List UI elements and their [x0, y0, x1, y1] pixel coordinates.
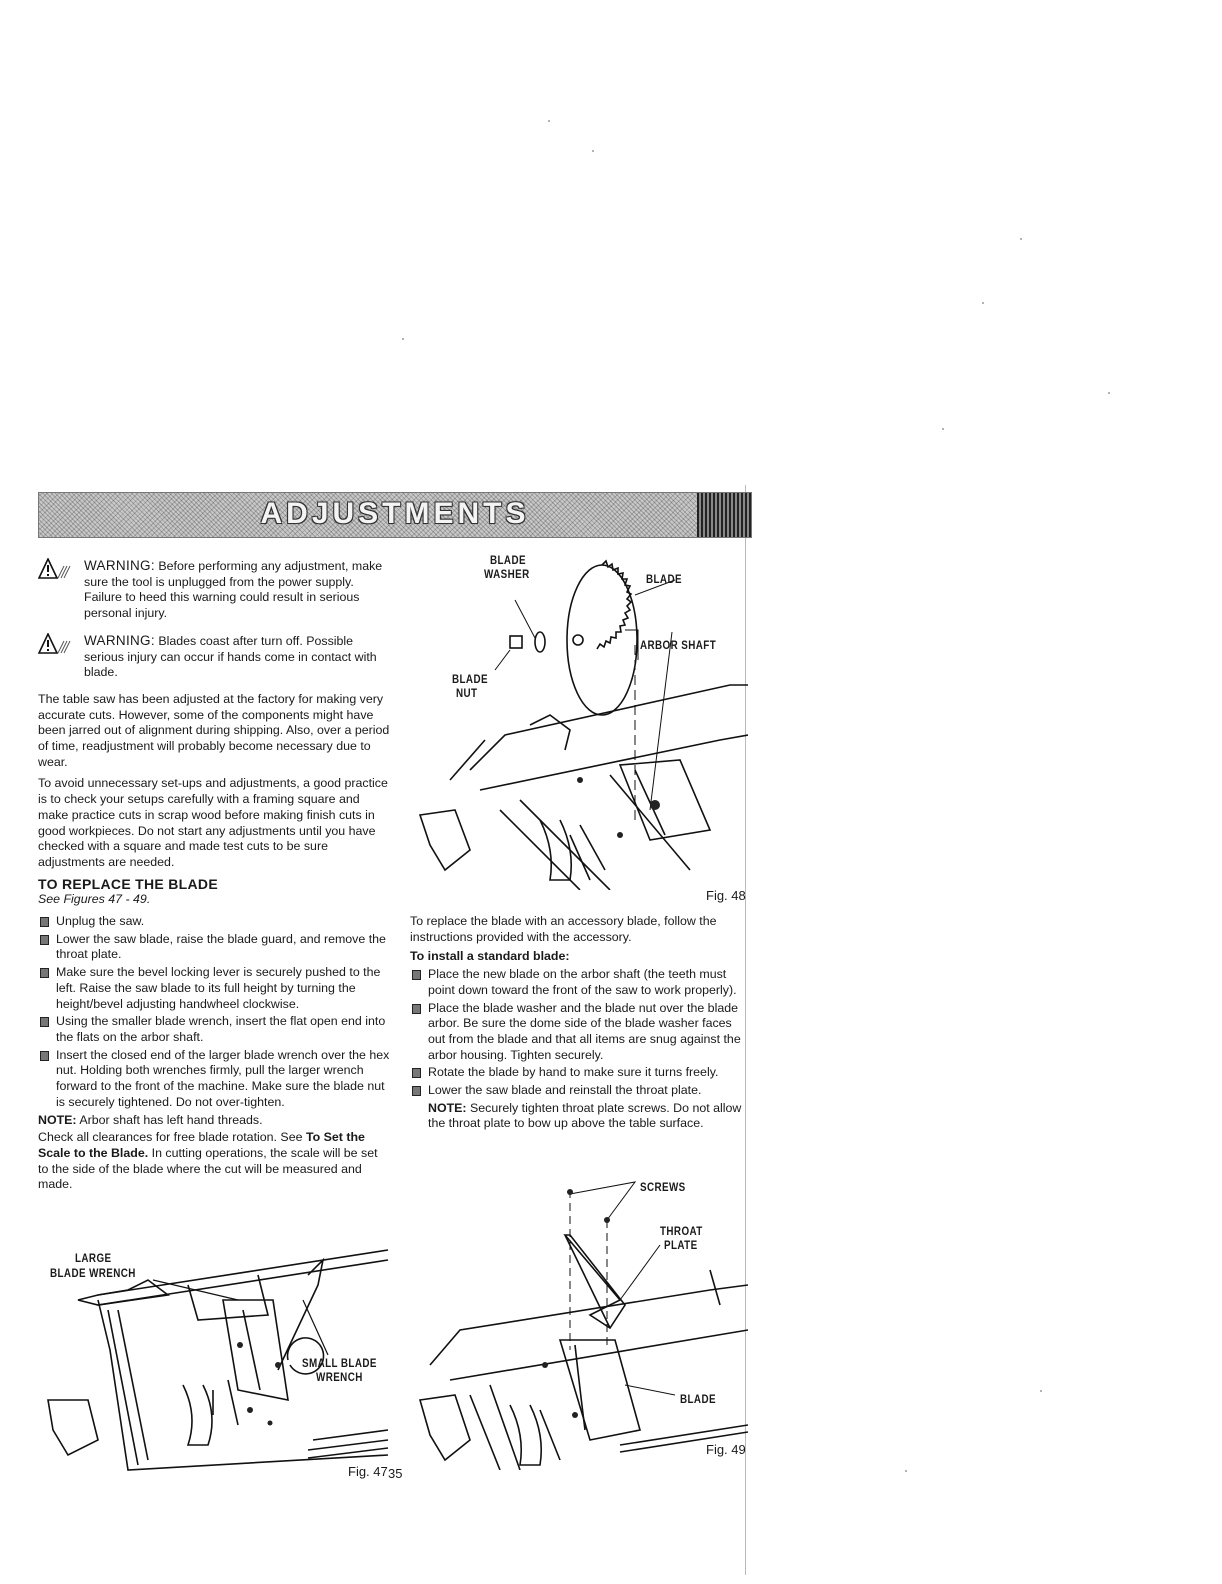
figure-label: Fig. 49 [706, 1442, 746, 1457]
list-item: Lower the saw blade and reinstall the throat plate. [410, 1083, 744, 1099]
note-label: NOTE: [428, 1100, 467, 1115]
check-text: Check all clearances for free blade rotation. See [38, 1130, 306, 1145]
scan-speck [1020, 238, 1022, 240]
accessory-paragraph: To replace the blade with an accessory blade, follow the instructions provided with the accessory. [410, 914, 717, 944]
scan-speck [1108, 392, 1110, 394]
callout-throat-plate: PLATE [664, 1238, 698, 1252]
callout-blade-washer: WASHER [484, 567, 530, 581]
figure-label: Fig. 47 [348, 1464, 388, 1479]
scan-speck [1040, 1390, 1042, 1392]
banner-title: ADJUSTMENTS [260, 497, 530, 530]
callout-small-wrench: SMALL BLADE [302, 1356, 377, 1370]
callout-blade: BLADE [680, 1392, 716, 1406]
list-item: Unplug the saw. [38, 914, 390, 930]
replace-steps-list [38, 914, 390, 1110]
callout-blade-nut: BLADE [452, 672, 488, 686]
warning-text: Blades coast after turn off. Possible serious injury can occur if hands come in contact with blade. [84, 633, 377, 680]
intro-paragraph: To avoid unnecessary set-ups and adjustments, a good practice is to check your setups carefully with a framing square and make practice cuts in scrap wood before making finish cuts in good workpieces. Do not start any adjustments until you have checked with a square and made test cuts to be sure adjustments are needed. [38, 776, 388, 869]
page-number: 35 [388, 1466, 403, 1481]
install-steps-list [410, 967, 744, 1099]
callout-screws: SCREWS [640, 1180, 686, 1194]
scan-speck [982, 302, 984, 304]
callout-small-wrench: WRENCH [316, 1370, 363, 1384]
warning-block [38, 558, 390, 622]
scan-speck [548, 120, 550, 122]
note-text: Securely tighten throat plate screws. Do not allow the throat plate to bow up above the table surface. [428, 1100, 742, 1131]
warning-triangle-icon [38, 558, 78, 580]
figure-reference: See Figures 47 - 49. [38, 892, 151, 907]
list-item: Make sure the bevel locking lever is securely pushed to the left. Raise the saw blade to its full height by turning the height/bevel adjusting handwheel clockwise. [38, 965, 390, 1012]
scan-speck [942, 428, 944, 430]
intro-paragraph: The table saw has been adjusted at the factory for making very accurate cuts. However, some of the components might have been jarred out of alignment during shipping. Also, over a period of time, readjustment will probably become necessary due to wear. [38, 691, 390, 769]
list-item: Using the smaller blade wrench, insert the flat open end into the flats on the arbor shaft. [38, 1014, 390, 1045]
note-label: NOTE: [38, 1112, 77, 1127]
callout-arbor-shaft: ARBOR SHAFT [640, 638, 717, 652]
check-text: In cutting operations, the scale will be set to the side of the blade where the cut will be measured and made. [38, 1145, 378, 1192]
warning-label: WARNING: [84, 558, 155, 573]
scan-speck [905, 1470, 907, 1472]
check-paragraph [38, 1130, 390, 1193]
list-item: Lower the saw blade, raise the blade guard, and remove the throat plate. [38, 932, 390, 963]
callout-large-wrench: BLADE WRENCH [50, 1266, 136, 1280]
section-banner [38, 492, 752, 538]
section-heading: TO REPLACE THE BLADE [38, 875, 218, 892]
callout-blade-nut: NUT [456, 686, 478, 700]
warning-block [38, 633, 390, 681]
list-item: Place the blade washer and the blade nut over the blade arbor. Be sure the dome side of the blade washer faces out from the blade and that all items are snug against the arbor housing. Tighten securely. [410, 1001, 744, 1064]
note-text: Arbor shaft has left hand threads. [79, 1112, 263, 1127]
list-item: Place the new blade on the arbor shaft (the teeth must point down toward the front of the saw to work properly). [410, 967, 744, 998]
warning-text: Before performing any adjustment, make sure the tool is unplugged from the power supply. Failure to heed this warning could result in serious personal injury. [84, 559, 383, 621]
left-column [38, 558, 390, 1199]
warning-label: WARNING: [84, 632, 155, 648]
figure-label: Fig. 48 [706, 888, 746, 903]
list-item: Rotate the blade by hand to make sure it turns freely. [410, 1065, 744, 1081]
callout-throat-plate: THROAT [660, 1224, 703, 1238]
callout-blade: BLADE [646, 572, 682, 586]
right-column [410, 914, 744, 1138]
note [38, 1113, 390, 1129]
scan-speck [592, 150, 594, 152]
warning-triangle-icon [38, 633, 78, 655]
list-item: Insert the closed end of the larger blade wrench over the hex nut. Holding both wrenches firmly, pull the larger wrench forward to the front of the machine. Make sure the blade nut is securely tightened. Do not over-tighten. [38, 1048, 390, 1111]
callout-large-wrench: LARGE [75, 1251, 112, 1265]
scan-speck [402, 338, 404, 340]
note [410, 1101, 744, 1132]
figure-48-illustration [410, 550, 748, 890]
callout-blade-washer: BLADE [490, 553, 526, 567]
cross-reference: To Set the Scale to the Blade. [38, 1130, 365, 1160]
install-heading: To install a standard blade: [410, 949, 570, 964]
